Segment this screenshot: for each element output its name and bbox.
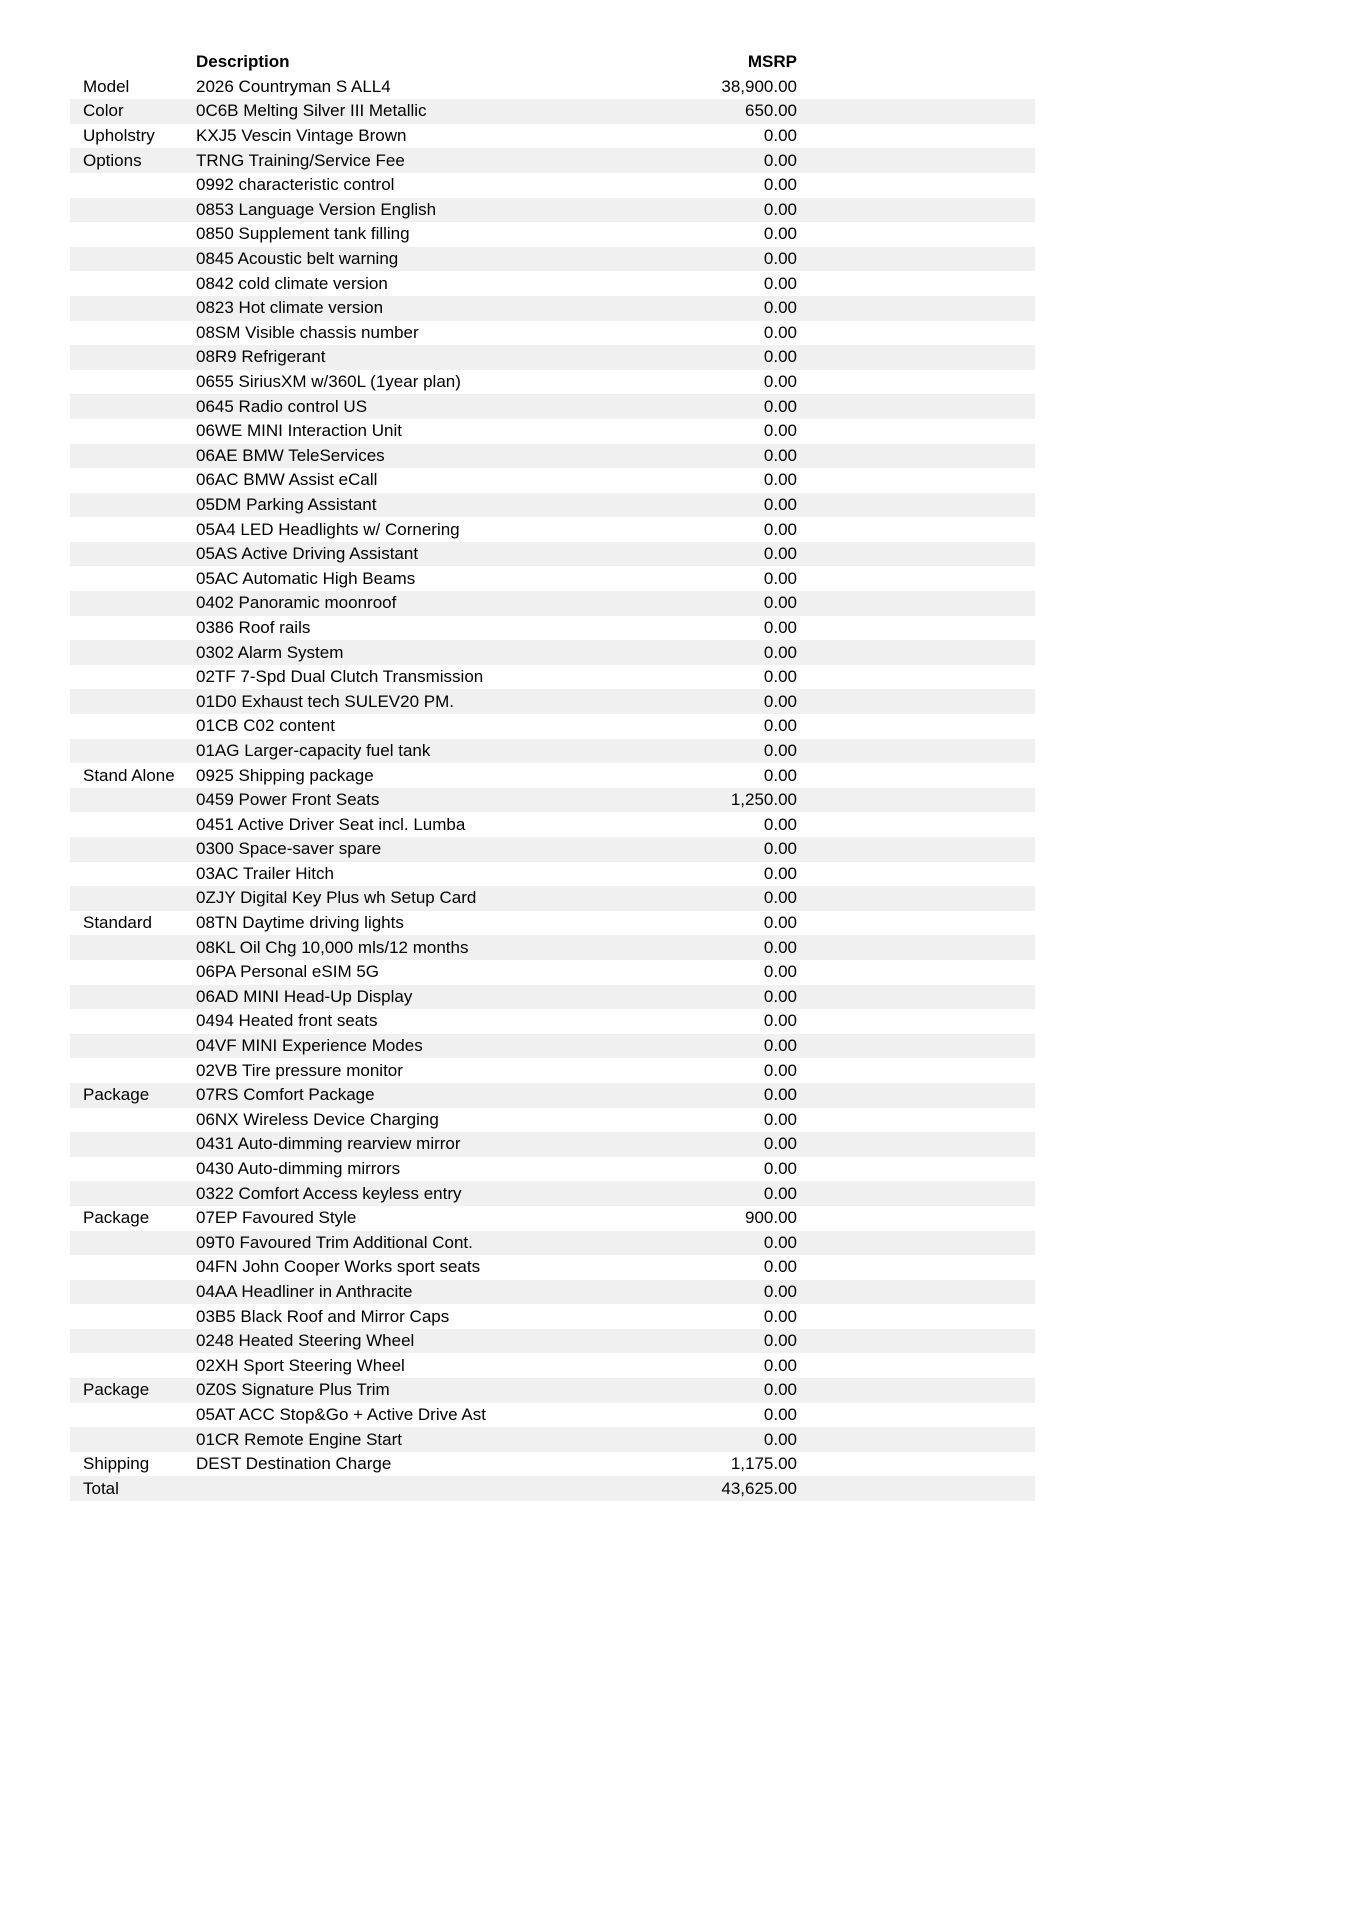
category-cell: Shipping: [83, 1454, 150, 1474]
category-cell: [70, 1255, 196, 1280]
msrp-cell: 0.00: [763, 1380, 797, 1400]
category-cell: [70, 960, 196, 985]
table-row: [70, 1132, 1035, 1157]
description-cell: 01CB C02 content: [196, 716, 335, 736]
category-cell: [70, 271, 196, 296]
table-row: [70, 517, 1035, 542]
filler-cell: [797, 394, 1035, 419]
msrp-cell: 0.00: [763, 445, 797, 465]
description-cell: 08TN Daytime driving lights: [196, 913, 404, 933]
msrp-cell: 0.00: [763, 1085, 797, 1105]
filler-cell: [797, 886, 1035, 911]
category-cell: [70, 1058, 196, 1083]
category-cell: Standard: [83, 913, 152, 933]
description-cell: 0451 Active Driver Seat incl. Lumba: [196, 814, 466, 834]
filler-cell: [797, 296, 1035, 321]
filler-cell: [797, 985, 1035, 1010]
category-cell: [70, 1132, 196, 1157]
filler-cell: [797, 862, 1035, 887]
category-cell: [70, 714, 196, 739]
msrp-cell: 0.00: [763, 347, 797, 367]
msrp-cell: 38,900.00: [721, 76, 797, 96]
msrp-cell: 0.00: [763, 667, 797, 687]
msrp-cell: 900.00: [745, 1208, 797, 1228]
filler-cell: [797, 837, 1035, 862]
table-row: [70, 148, 1035, 173]
category-cell: Package: [83, 1380, 150, 1400]
description-cell: 06AC BMW Assist eCall: [196, 470, 378, 490]
table-row: [70, 247, 1035, 272]
description-cell: 0431 Auto-dimming rearview mirror: [196, 1134, 461, 1154]
msrp-cell: 0.00: [763, 617, 797, 637]
table-row: [70, 75, 1035, 100]
description-cell: 05AT ACC Stop&Go + Active Drive Ast: [196, 1404, 486, 1424]
category-cell: [70, 1231, 196, 1256]
msrp-cell: 0.00: [763, 814, 797, 834]
category-cell: [70, 837, 196, 862]
category-cell: [70, 321, 196, 346]
table-row: [70, 296, 1035, 321]
filler-cell: [797, 542, 1035, 567]
filler-cell: [797, 566, 1035, 591]
msrp-cell: 0.00: [763, 322, 797, 342]
table-row: [70, 1476, 1035, 1501]
description-cell: 05AS Active Driving Assistant: [196, 544, 419, 564]
category-cell: [70, 1329, 196, 1354]
filler-cell: [797, 419, 1035, 444]
filler-cell: [797, 935, 1035, 960]
table-row: [70, 198, 1035, 223]
table-row: [70, 173, 1035, 198]
filler-cell: [797, 714, 1035, 739]
category-cell: [70, 1304, 196, 1329]
category-cell: [70, 1353, 196, 1378]
category-cell: [70, 419, 196, 444]
category-cell: [70, 345, 196, 370]
filler-cell: [797, 788, 1035, 813]
filler-cell: [797, 1157, 1035, 1182]
category-cell: [70, 812, 196, 837]
msrp-cell: 0.00: [763, 396, 797, 416]
description-cell: 01AG Larger-capacity fuel tank: [196, 740, 431, 760]
msrp-cell: 0.00: [763, 544, 797, 564]
filler-cell: [797, 1329, 1035, 1354]
table-row: [70, 1353, 1035, 1378]
category-cell: [70, 1427, 196, 1452]
description-cell: 03B5 Black Roof and Mirror Caps: [196, 1306, 450, 1326]
filler-cell: [797, 370, 1035, 395]
description-cell: 0302 Alarm System: [196, 642, 344, 662]
description-cell: 09T0 Favoured Trim Additional Cont.: [196, 1232, 473, 1252]
table-row: [70, 271, 1035, 296]
description-cell: 06PA Personal eSIM 5G: [196, 962, 380, 982]
msrp-cell: 0.00: [763, 224, 797, 244]
msrp-cell: 0.00: [763, 1183, 797, 1203]
filler-cell: [797, 1353, 1035, 1378]
filler-cell: [797, 1083, 1035, 1108]
msrp-cell: 0.00: [763, 494, 797, 514]
description-cell: 02TF 7-Spd Dual Clutch Transmission: [196, 667, 484, 687]
table-row: [70, 616, 1035, 641]
description-cell: 0430 Auto-dimming mirrors: [196, 1159, 401, 1179]
description-cell: 04VF MINI Experience Modes: [196, 1036, 423, 1056]
description-cell: 06AD MINI Head-Up Display: [196, 986, 413, 1006]
msrp-cell: 0.00: [763, 740, 797, 760]
description-cell: 0Z0S Signature Plus Trim: [196, 1380, 390, 1400]
description-cell: 05AC Automatic High Beams: [196, 568, 416, 588]
description-cell: 2026 Countryman S ALL4: [196, 76, 391, 96]
description-cell: 0655 SiriusXM w/360L (1year plan): [196, 372, 461, 392]
msrp-cell: 0.00: [763, 519, 797, 539]
table-row: [70, 1452, 1035, 1477]
description-cell: 06WE MINI Interaction Unit: [196, 421, 402, 441]
filler-cell: [797, 1378, 1035, 1403]
table-row: [70, 862, 1035, 887]
description-cell: 03AC Trailer Hitch: [196, 863, 334, 883]
table-row: [70, 935, 1035, 960]
category-cell: [70, 1280, 196, 1305]
table-row: [70, 665, 1035, 690]
description-cell: 0386 Roof rails: [196, 617, 311, 637]
table-row: [70, 321, 1035, 346]
table-row: [70, 394, 1035, 419]
table-row: [70, 1157, 1035, 1182]
category-cell: [70, 1181, 196, 1206]
table-row: [70, 99, 1035, 124]
category-cell: [70, 444, 196, 469]
description-header: Description: [196, 52, 290, 72]
msrp-cell: 0.00: [763, 986, 797, 1006]
table-body: [70, 75, 1035, 1501]
category-cell: [70, 1403, 196, 1428]
table-row: [70, 1231, 1035, 1256]
msrp-cell: 0.00: [763, 1355, 797, 1375]
filler-cell: [797, 1280, 1035, 1305]
category-cell: [70, 222, 196, 247]
description-cell: 02XH Sport Steering Wheel: [196, 1355, 405, 1375]
category-cell: [70, 198, 196, 223]
table-row: [70, 1108, 1035, 1133]
description-cell: 05A4 LED Headlights w/ Cornering: [196, 519, 460, 539]
msrp-cell: 0.00: [763, 716, 797, 736]
description-cell: 0823 Hot climate version: [196, 298, 384, 318]
filler-cell: [797, 1231, 1035, 1256]
category-cell: [70, 886, 196, 911]
table-row: [70, 591, 1035, 616]
filler-cell: [797, 468, 1035, 493]
filler-cell: [797, 198, 1035, 223]
table-row: [70, 1255, 1035, 1280]
msrp-cell: 0.00: [763, 175, 797, 195]
description-cell: 06NX Wireless Device Charging: [196, 1109, 439, 1129]
filler-cell: [797, 911, 1035, 936]
description-cell: 0925 Shipping package: [196, 765, 374, 785]
filler-cell: [797, 812, 1035, 837]
description-cell: 0248 Heated Steering Wheel: [196, 1331, 415, 1351]
description-cell: 0853 Language Version English: [196, 199, 437, 219]
description-cell: 01CR Remote Engine Start: [196, 1429, 402, 1449]
msrp-cell: 0.00: [763, 839, 797, 859]
msrp-cell: 0.00: [763, 913, 797, 933]
filler-cell: [797, 345, 1035, 370]
category-cell: Options: [83, 150, 142, 170]
filler-cell: [797, 444, 1035, 469]
filler-cell: [797, 960, 1035, 985]
pricing-table: [70, 50, 1035, 1501]
msrp-cell: 43,625.00: [721, 1478, 797, 1498]
description-cell: [196, 1476, 656, 1501]
filler-cell: [797, 1034, 1035, 1059]
description-cell: 08KL Oil Chg 10,000 mls/12 months: [196, 937, 469, 957]
table-row: [70, 714, 1035, 739]
msrp-cell: 0.00: [763, 888, 797, 908]
description-cell: KXJ5 Vescin Vintage Brown: [196, 126, 407, 146]
table-row: [70, 763, 1035, 788]
filler-cell: [797, 1206, 1035, 1231]
filler-cell: [797, 148, 1035, 173]
category-cell: [70, 394, 196, 419]
category-cell: Model: [83, 76, 130, 96]
msrp-cell: 650.00: [745, 101, 797, 121]
table-row: [70, 788, 1035, 813]
msrp-cell: 0.00: [763, 765, 797, 785]
msrp-cell: 0.00: [763, 937, 797, 957]
msrp-cell: 1,175.00: [730, 1454, 797, 1474]
description-cell: 0850 Supplement tank filling: [196, 224, 410, 244]
filler-cell: [797, 271, 1035, 296]
msrp-cell: 0.00: [763, 962, 797, 982]
category-header: [70, 50, 196, 75]
filler-cell: [797, 247, 1035, 272]
filler-header: [797, 50, 1035, 75]
category-cell: [70, 493, 196, 518]
filler-cell: [797, 493, 1035, 518]
msrp-cell: 0.00: [763, 421, 797, 441]
description-cell: 0494 Heated front seats: [196, 1011, 378, 1031]
table-row: [70, 985, 1035, 1010]
description-cell: 02VB Tire pressure monitor: [196, 1060, 403, 1080]
category-cell: [70, 1108, 196, 1133]
description-cell: 04FN John Cooper Works sport seats: [196, 1257, 481, 1277]
filler-cell: [797, 75, 1035, 100]
category-cell: [70, 370, 196, 395]
msrp-cell: 0.00: [763, 1134, 797, 1154]
msrp-cell: 0.00: [763, 691, 797, 711]
filler-cell: [797, 1476, 1035, 1501]
description-cell: 0459 Power Front Seats: [196, 790, 380, 810]
msrp-cell: 0.00: [763, 1306, 797, 1326]
filler-cell: [797, 99, 1035, 124]
table-row: [70, 1427, 1035, 1452]
filler-cell: [797, 616, 1035, 641]
category-cell: [70, 173, 196, 198]
description-cell: 0ZJY Digital Key Plus wh Setup Card: [196, 888, 477, 908]
category-cell: [70, 739, 196, 764]
description-cell: 0992 characteristic control: [196, 175, 395, 195]
description-cell: 0322 Comfort Access keyless entry: [196, 1183, 462, 1203]
description-cell: 0842 cold climate version: [196, 273, 388, 293]
category-cell: [70, 591, 196, 616]
table-row: [70, 1206, 1035, 1231]
filler-cell: [797, 1181, 1035, 1206]
filler-cell: [797, 517, 1035, 542]
filler-cell: [797, 1108, 1035, 1133]
description-cell: 06AE BMW TeleServices: [196, 445, 385, 465]
description-cell: 08SM Visible chassis number: [196, 322, 419, 342]
filler-cell: [797, 640, 1035, 665]
table-row: [70, 1058, 1035, 1083]
msrp-cell: 0.00: [763, 863, 797, 883]
category-cell: [70, 1009, 196, 1034]
table-row: [70, 566, 1035, 591]
description-cell: 07RS Comfort Package: [196, 1085, 375, 1105]
category-cell: [70, 985, 196, 1010]
msrp-cell: 0.00: [763, 1404, 797, 1424]
category-cell: Total: [83, 1478, 119, 1498]
table-row: [70, 640, 1035, 665]
filler-cell: [797, 1304, 1035, 1329]
description-cell: DEST Destination Charge: [196, 1454, 392, 1474]
table-row: [70, 493, 1035, 518]
msrp-cell: 0.00: [763, 1109, 797, 1129]
filler-cell: [797, 222, 1035, 247]
msrp-cell: 0.00: [763, 273, 797, 293]
msrp-cell: 0.00: [763, 470, 797, 490]
msrp-cell: 0.00: [763, 1036, 797, 1056]
category-cell: Stand Alone: [83, 765, 175, 785]
msrp-cell: 0.00: [763, 1060, 797, 1080]
filler-cell: [797, 763, 1035, 788]
table-row: [70, 370, 1035, 395]
category-cell: [70, 788, 196, 813]
msrp-header: MSRP: [747, 52, 797, 72]
table-row: [70, 812, 1035, 837]
category-cell: [70, 665, 196, 690]
table-header: [70, 50, 1035, 75]
table-row: [70, 1181, 1035, 1206]
filler-cell: [797, 173, 1035, 198]
description-cell: 01D0 Exhaust tech SULEV20 PM.: [196, 691, 454, 711]
table-row: [70, 444, 1035, 469]
category-cell: [70, 468, 196, 493]
category-cell: [70, 247, 196, 272]
filler-cell: [797, 1058, 1035, 1083]
msrp-cell: 0.00: [763, 1429, 797, 1449]
table-row: [70, 468, 1035, 493]
table-row: [70, 960, 1035, 985]
filler-cell: [797, 1009, 1035, 1034]
msrp-cell: 0.00: [763, 568, 797, 588]
description-cell: 0300 Space-saver spare: [196, 839, 382, 859]
table-row: [70, 1329, 1035, 1354]
filler-cell: [797, 665, 1035, 690]
category-cell: Package: [83, 1208, 150, 1228]
msrp-cell: 0.00: [763, 1159, 797, 1179]
table-row: [70, 739, 1035, 764]
category-cell: [70, 640, 196, 665]
table-row: [70, 1403, 1035, 1428]
table-row: [70, 1280, 1035, 1305]
description-cell: 07EP Favoured Style: [196, 1208, 357, 1228]
category-cell: [70, 935, 196, 960]
category-cell: [70, 1157, 196, 1182]
filler-cell: [797, 321, 1035, 346]
table-row: [70, 1378, 1035, 1403]
msrp-cell: 0.00: [763, 593, 797, 613]
description-cell: 0C6B Melting Silver III Metallic: [196, 101, 427, 121]
description-cell: 08R9 Refrigerant: [196, 347, 326, 367]
category-cell: [70, 542, 196, 567]
table-row: [70, 911, 1035, 936]
filler-cell: [797, 1132, 1035, 1157]
msrp-cell: 0.00: [763, 1281, 797, 1301]
filler-cell: [797, 591, 1035, 616]
filler-cell: [797, 689, 1035, 714]
msrp-cell: 0.00: [763, 372, 797, 392]
table-row: [70, 222, 1035, 247]
table-row: [70, 689, 1035, 714]
category-cell: [70, 689, 196, 714]
msrp-cell: 0.00: [763, 642, 797, 662]
filler-cell: [797, 1452, 1035, 1477]
filler-cell: [797, 1255, 1035, 1280]
table-row: [70, 345, 1035, 370]
msrp-cell: 0.00: [763, 199, 797, 219]
category-cell: [70, 1034, 196, 1059]
filler-cell: [797, 1403, 1035, 1428]
msrp-cell: 0.00: [763, 298, 797, 318]
category-cell: [70, 616, 196, 641]
filler-cell: [797, 124, 1035, 149]
table-row: [70, 124, 1035, 149]
filler-cell: [797, 739, 1035, 764]
msrp-cell: 0.00: [763, 1331, 797, 1351]
description-cell: 0845 Acoustic belt warning: [196, 249, 399, 269]
table-row: [70, 1034, 1035, 1059]
description-cell: TRNG Training/Service Fee: [196, 150, 405, 170]
table-row: [70, 886, 1035, 911]
msrp-cell: 0.00: [763, 126, 797, 146]
msrp-cell: 0.00: [763, 1232, 797, 1252]
msrp-cell: 0.00: [763, 150, 797, 170]
table-row: [70, 1083, 1035, 1108]
table-row: [70, 542, 1035, 567]
table-row: [70, 419, 1035, 444]
description-cell: 0402 Panoramic moonroof: [196, 593, 397, 613]
filler-cell: [797, 1427, 1035, 1452]
table-row: [70, 1304, 1035, 1329]
msrp-cell: 0.00: [763, 1257, 797, 1277]
category-cell: Upholstry: [83, 126, 155, 146]
category-cell: [70, 862, 196, 887]
table-row: [70, 1009, 1035, 1034]
msrp-cell: 0.00: [763, 249, 797, 269]
msrp-cell: 0.00: [763, 1011, 797, 1031]
category-cell: Package: [83, 1085, 150, 1105]
msrp-cell: 1,250.00: [730, 790, 797, 810]
description-cell: 0645 Radio control US: [196, 396, 368, 416]
category-cell: Color: [83, 101, 124, 121]
category-cell: [70, 566, 196, 591]
table-row: [70, 837, 1035, 862]
description-cell: 05DM Parking Assistant: [196, 494, 377, 514]
header-row: [70, 50, 1035, 75]
category-cell: [70, 517, 196, 542]
description-cell: 04AA Headliner in Anthracite: [196, 1281, 413, 1301]
category-cell: [70, 296, 196, 321]
